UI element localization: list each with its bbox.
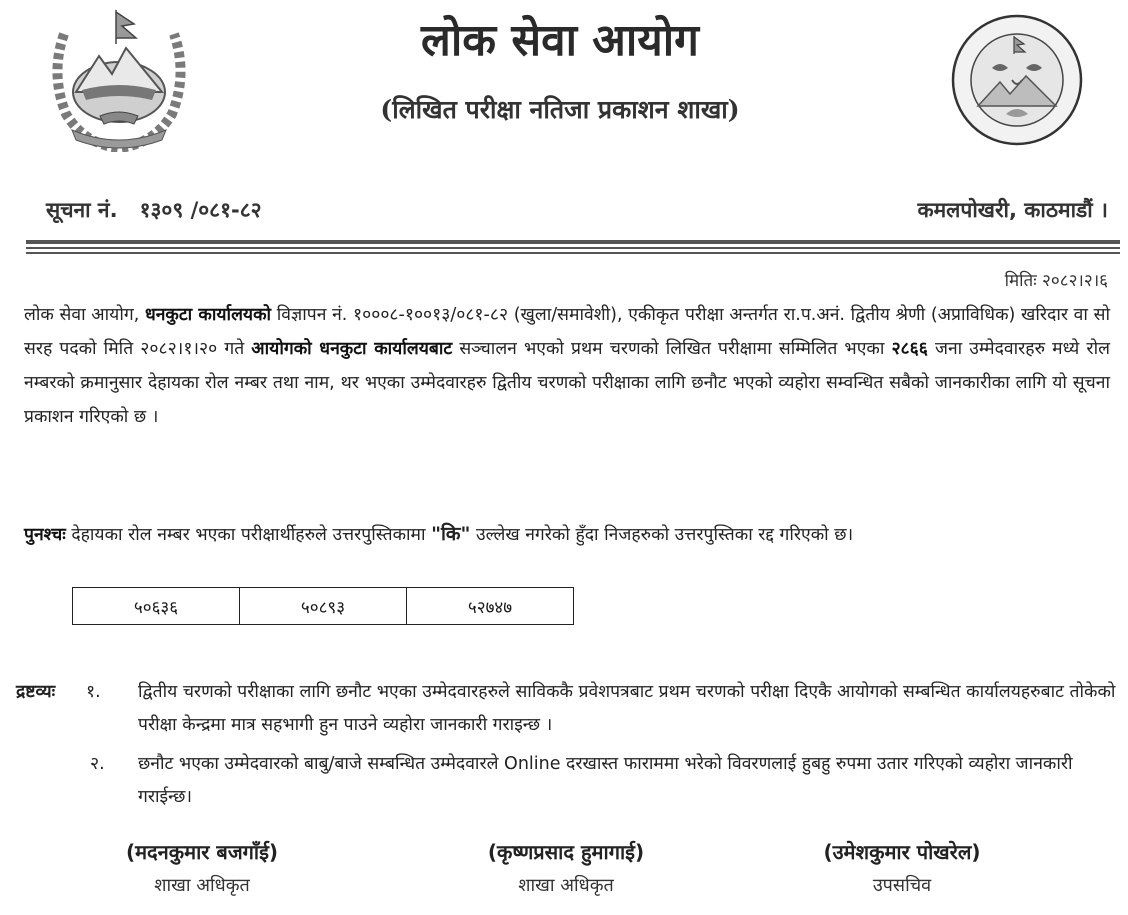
divider [26, 240, 1120, 244]
postscript-quote: "कि" [431, 523, 471, 545]
divider [26, 252, 1120, 254]
roll-number-cell: ५२७४७ [407, 588, 574, 625]
cancelled-roll-table [72, 587, 574, 625]
signature-block [752, 838, 1052, 897]
page-subtitle: (लिखित परीक्षा नतिजा प्रकाशन शाखा) [380, 95, 740, 124]
public-service-commission-seal-icon [948, 10, 1086, 150]
postscript [24, 520, 1124, 546]
body-bold: आयोगको धनकुटा कार्यालयबाट [251, 339, 453, 359]
roll-number-cell: ५०८९३ [240, 588, 407, 625]
note-text: छनौट भएका उम्मेदवारको बाबु/बाजे सम्बन्धित उम्मेदवारले Online दरखास्त फाराममा भरेको विवरणलाई हुबहु रुपमा उतार गरिएको व्यहोरा जानकारी गराईन्छ। [138, 754, 1073, 807]
postscript-label: पुनश्चः [24, 525, 66, 545]
body-text: जना उम्मेदवारहरु मध्ये रोल नम्बरको क्रमानुसार देहायका रोल नम्बर तथा नाम, थर भएका उम्मेदवारहरु द्वितीय चरणको परीक्षाका लागि छनौट भएको व्यहोरा सम्वन्धित सबैको जानकारीका लागि यो सूचना प्रकाशन गरिएको छ । [24, 339, 1110, 427]
candidate-count: २८६६ [891, 339, 928, 359]
note-number: १. [86, 682, 101, 702]
signatory-name: (मदनकुमार बजगाँई) [125, 840, 279, 864]
notice-number [46, 196, 262, 224]
body-text: लोक सेवा आयोग, [24, 305, 145, 325]
page-title: लोक सेवा आयोग [421, 15, 699, 66]
notice-number-label: सूचना नं. [46, 198, 118, 222]
divider [26, 247, 1120, 249]
notice-body [24, 298, 1110, 434]
postscript-text: उल्लेख नगरेको हुँदा निजहरुको उत्तरपुस्तिका रद्द गरिएको छ। [470, 525, 854, 545]
notes-label: द्रष्टव्यः [16, 682, 56, 702]
body-bold: धनकुटा कार्यालयको [144, 305, 272, 325]
notes-section [16, 676, 1116, 814]
nepal-coat-of-arms-icon [44, 4, 194, 152]
roll-number-cell: ५०६३६ [73, 588, 240, 625]
postscript-text: देहायका रोल नम्बर भएका परीक्षार्थीहरुले उत्तरपुस्तिकामा [65, 525, 432, 545]
signature-block [416, 838, 716, 897]
body-text: विज्ञापन नं. १०००८-१००१३/०८१-८२ (खुला/समावेशी), एकीकृत परीक्षा अन्तर्गत रा.प.अनं. द्वितीय श्रेणी (अप्राविधिक) खरिदार वा सो सरह पदको मिति २०८२।१।२० गते [24, 305, 1110, 359]
notice-date: मितिः २०८२।२।६ [1004, 271, 1108, 291]
signatory-title: शाखा अधिकृत [518, 875, 614, 896]
signatory-name: (उमेशकुमार पोखरेल) [823, 840, 981, 864]
note-text: द्वितीय चरणको परीक्षाका लागि छनौट भएका उम्मेदवारहरुले साविककै प्रवेशपत्रबाट प्रथम चरणको परीक्षा दिएकै आयोगको सम्बन्धित कार्यालयहरुबाट तोकेको परीक्षा केन्द्रमा मात्र सहभागी हुन पाउने व्यहोरा जानकारी गराइन्छ । [138, 682, 1116, 735]
signatory-title: उपसचिव [872, 875, 932, 896]
signatory-title: शाखा अधिकृत [154, 875, 250, 896]
notice-number-value: १३०९ /०८१-८२ [139, 198, 262, 222]
table-row [73, 588, 574, 625]
body-text: सञ्चालन भएको प्रथम चरणको लिखित परीक्षामा सम्मिलित भएका [452, 339, 892, 359]
signatory-name: (कृष्णप्रसाद हुमागाई) [487, 840, 645, 864]
signature-block [52, 838, 352, 897]
note-number: २. [90, 754, 105, 774]
office-location: कमलपोखरी, काठमाडौं । [917, 198, 1108, 222]
note-item [16, 676, 1116, 742]
note-item [16, 748, 1116, 814]
